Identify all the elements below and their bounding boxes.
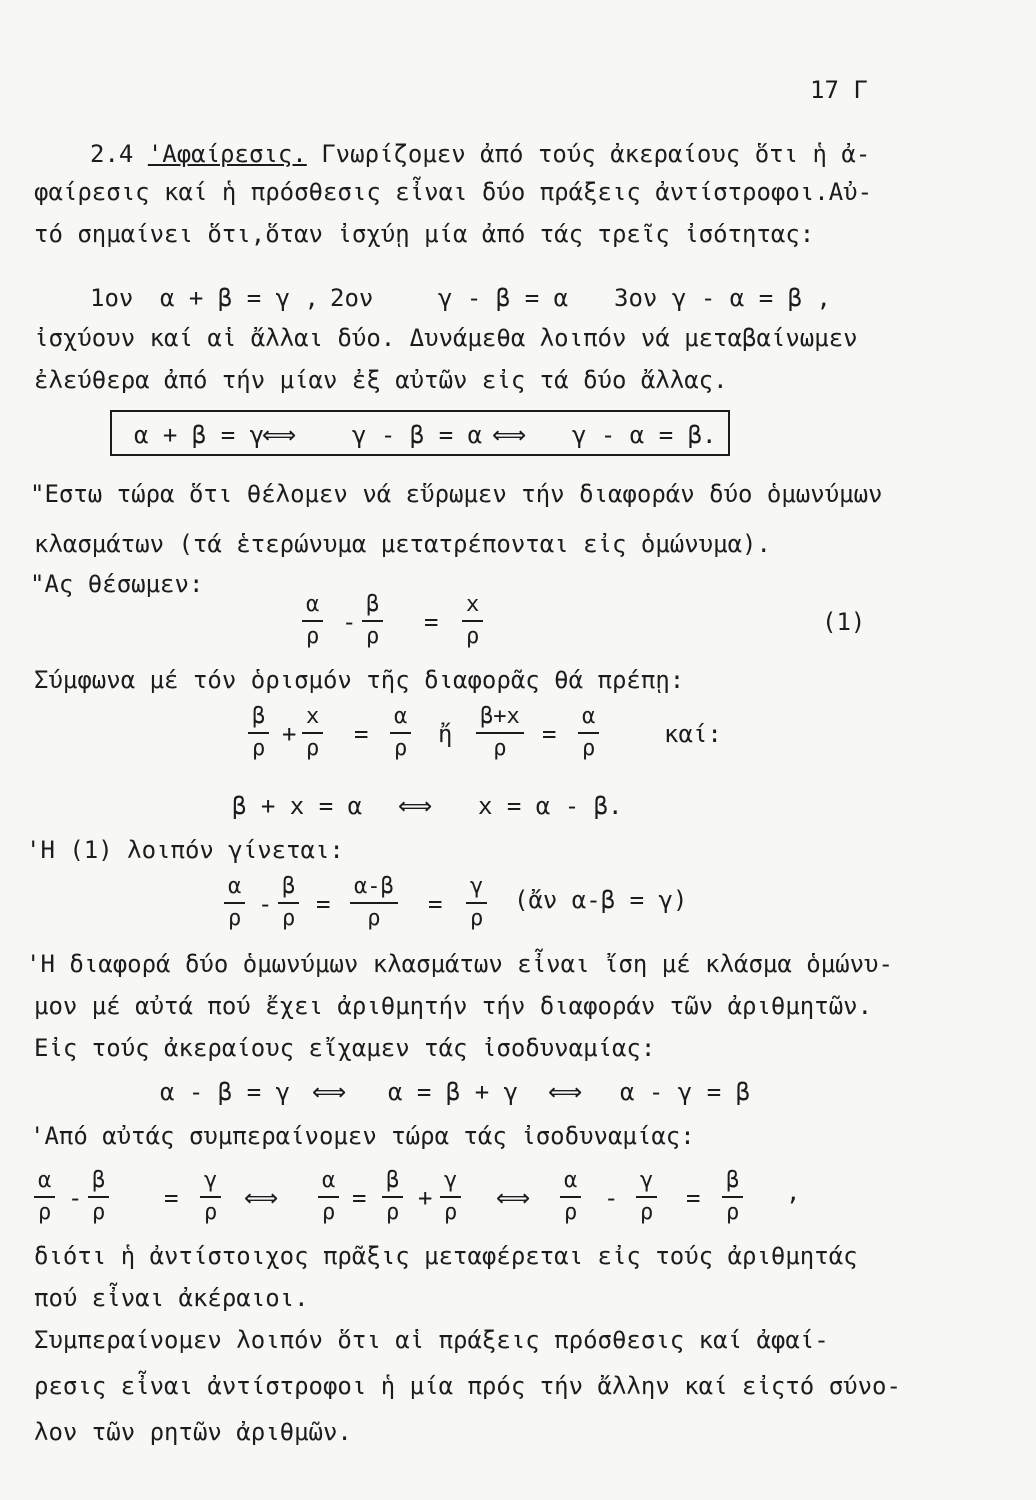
- equation-5-c: α - γ = β: [620, 1078, 751, 1106]
- equivalence-arrow-icon: ⟺: [398, 792, 433, 820]
- fraction: $\frac{\gamma}{\rho}$: [200, 1170, 221, 1224]
- paragraph-2-line-2: κλασμάτων (τά ἑτερώνυμα μετατρέπονται εἰς ὁμώνυμα).: [34, 530, 771, 558]
- comma: ,: [786, 1178, 801, 1206]
- equivalence-arrow-icon: ⟺: [312, 1078, 347, 1106]
- paragraph-8-line-1: Συμπεραίνομεν λοιπόν ὅτι αἱ πράξεις πρόσθεσις καί ἀφαί-: [34, 1326, 829, 1354]
- intro-line-1: Γνωρίζομεν ἀπό τούς ἀκεραίους ὅτι ἡ ἀ-: [321, 140, 871, 168]
- section-title: 'Αφαίρεσις.: [147, 140, 307, 168]
- equality-3: γ - α = β ,: [672, 284, 831, 312]
- minus-sign: -: [342, 608, 357, 636]
- equation-3-right: x = α - β.: [478, 792, 623, 820]
- plus-sign: +: [418, 1184, 433, 1212]
- paragraph-5-line-2: μον μέ αὐτά πού ἔχει ἀριθμητήν τήν διαφοράν τῶν ἀριθμητῶν.: [34, 992, 873, 1020]
- fraction: $\frac{\beta+x}{\rho}$: [476, 706, 524, 760]
- paragraph-3: Σύμφωνα μέ τόν ὁρισμόν τῆς διαφορᾶς θά πρέπῃ:: [34, 666, 685, 694]
- equals-sign: =: [354, 720, 369, 748]
- fraction: $\frac{\alpha}{\rho}$: [224, 876, 245, 930]
- equation-3-left: β + x = α: [232, 792, 363, 820]
- equivalence-arrow-icon: ⟺: [492, 421, 527, 449]
- paragraph-7-line-1: διότι ἡ ἀντίστοιχος πρᾶξις μεταφέρεται εἰς τούς ἀριθμητάς: [34, 1242, 858, 1270]
- condition-note: (ἄν α-β = γ): [514, 886, 688, 914]
- section-number: 2.4: [90, 140, 134, 168]
- fraction: $\frac{\alpha-\beta}{\rho}$: [350, 876, 398, 930]
- equation-5-a: α - β = γ: [160, 1078, 291, 1106]
- fraction: $\frac{\beta}{\rho}$: [382, 1170, 403, 1224]
- intro-line-3: τό σημαίνει ὅτι,ὅταν ἰσχύῃ μία ἀπό τάς τρεῖς ἰσότητας:: [34, 220, 815, 248]
- paragraph-5-line-3: Εἰς τούς ἀκεραίους εἴχαμεν τάς ἰσοδυναμίας:: [34, 1034, 656, 1062]
- boxed-equivalence: [110, 410, 730, 456]
- minus-sign: -: [68, 1184, 83, 1212]
- or-word: ἤ: [438, 720, 453, 748]
- fraction: $\frac{x}{\rho}$: [302, 706, 323, 760]
- equality-1-label: 1ον: [90, 284, 134, 312]
- fraction: $\frac{\beta}{\rho}$: [362, 594, 383, 648]
- fraction: $\frac{\gamma}{\rho}$: [466, 876, 487, 930]
- equals-sign: =: [428, 890, 443, 918]
- fraction: $\frac{\beta}{\rho}$: [278, 876, 299, 930]
- intro-line-2: φαίρεσις καί ἡ πρόσθεσις εἶναι δύο πράξεις ἀντίστροφοι.Αὐ-: [34, 178, 873, 206]
- paragraph-2-line-3: "Ας θέσωμεν:: [30, 570, 204, 598]
- equation-label: (1): [822, 608, 866, 636]
- paragraph-5-line-1: 'Η διαφορά δύο ὁμωνύμων κλασμάτων εἶναι ἴση μέ κλάσμα ὁμώνυ-: [26, 950, 893, 978]
- equals-sign: =: [542, 720, 557, 748]
- fraction: $\frac{\alpha}{\rho}$: [302, 594, 323, 648]
- boxed-eq-c: γ - α = β.: [572, 421, 717, 449]
- fraction: $\frac{\gamma}{\rho}$: [440, 1170, 461, 1224]
- section-heading-line: [90, 142, 870, 166]
- equals-sign: =: [424, 608, 439, 636]
- equivalence-arrow-icon: ⟺: [496, 1184, 531, 1212]
- boxed-eq-a: α + β = γ: [134, 421, 265, 449]
- equality-2: γ - β = α: [438, 284, 569, 312]
- plus-sign: +: [282, 720, 297, 748]
- equivalence-arrow-icon: ⟺: [548, 1078, 583, 1106]
- paragraph-2-line-1: "Εστω τώρα ὅτι θέλομεν νά εὕρωμεν τήν διαφοράν δύο ὁμωνύμων: [30, 480, 883, 508]
- paragraph-8-line-3: λον τῶν ρητῶν ἀριθμῶν.: [34, 1418, 352, 1446]
- fraction: $\frac{\alpha}{\rho}$: [390, 706, 411, 760]
- equivalence-arrow-icon: ⟺: [262, 421, 297, 449]
- equation-5-b: α = β + γ: [388, 1078, 519, 1106]
- fraction: $\frac{\alpha}{\rho}$: [34, 1170, 55, 1224]
- fraction: $\frac{\beta}{\rho}$: [88, 1170, 109, 1224]
- equals-sign: =: [164, 1184, 179, 1212]
- equality-1: α + β = γ ,: [160, 284, 319, 312]
- minus-sign: -: [604, 1184, 619, 1212]
- boxed-eq-b: γ - β = α: [352, 421, 483, 449]
- after-equalities-line-2: ἐλεύθερα ἀπό τήν μίαν ἐξ αὐτῶν εἰς τά δύο ἄλλας.: [34, 366, 728, 394]
- equality-2-label: 2ον: [330, 284, 374, 312]
- and-word: καί:: [664, 720, 722, 748]
- minus-sign: -: [258, 890, 273, 918]
- equals-sign: =: [686, 1184, 701, 1212]
- page-number: 17 Γ: [810, 76, 868, 104]
- paragraph-7-line-2: πού εἶναι ἀκέραιοι.: [34, 1284, 309, 1312]
- fraction: $\frac{\gamma}{\rho}$: [636, 1170, 657, 1224]
- equality-3-label: 3ον: [614, 284, 658, 312]
- fraction: $\frac{x}{\rho}$: [462, 594, 483, 648]
- equivalence-arrow-icon: ⟺: [244, 1184, 279, 1212]
- fraction: $\frac{\beta}{\rho}$: [722, 1170, 743, 1224]
- equals-sign: =: [352, 1184, 367, 1212]
- paragraph-6: 'Από αὐτάς συμπεραίνομεν τώρα τάς ἰσοδυναμίας:: [30, 1122, 695, 1150]
- after-equalities-line-1: ἰσχύουν καί αἱ ἄλλαι δύο. Δυνάμεθα λοιπόν νά μεταβαίνωμεν: [34, 324, 858, 352]
- fraction: $\frac{\alpha}{\rho}$: [560, 1170, 581, 1224]
- fraction: $\frac{\alpha}{\rho}$: [578, 706, 599, 760]
- equals-sign: =: [316, 890, 331, 918]
- fraction: $\frac{\beta}{\rho}$: [248, 706, 269, 760]
- paragraph-8-line-2: ρεσις εἶναι ἀντίστροφοι ἡ μία πρός τήν ἄλλην καί εἰςτό σύνο-: [34, 1372, 901, 1400]
- fraction: $\frac{\alpha}{\rho}$: [318, 1170, 339, 1224]
- paragraph-4: 'Η (1) λοιπόν γίνεται:: [26, 836, 344, 864]
